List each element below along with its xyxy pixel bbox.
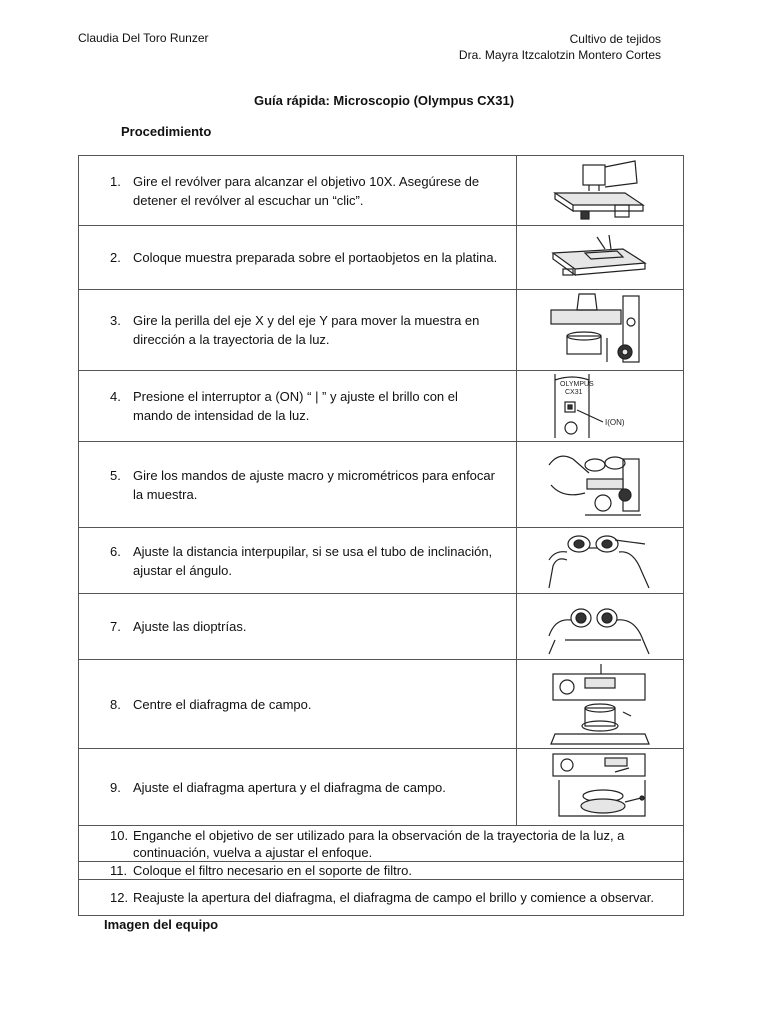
table-row — [79, 749, 684, 826]
field-diaphragm-illustration — [545, 662, 655, 746]
table-row — [79, 442, 684, 528]
section-title: Procedimiento — [121, 124, 212, 139]
header-course: Cultivo de tejidos — [569, 32, 661, 46]
aperture-diaphragm-illustration — [545, 750, 655, 824]
step-4: 4. Presione el interruptor a (ON) “ | ” y ajuste el brillo con el mando de intensidad de la luz. — [110, 389, 458, 423]
table-row — [79, 826, 684, 862]
table-row — [79, 862, 684, 880]
header-instructor: Dra. Mayra Itzcalotzin Montero Cortes — [458, 48, 661, 62]
table-row — [79, 371, 684, 442]
table-row — [79, 660, 684, 749]
stage-slide-illustration — [545, 229, 655, 287]
step-6: 6. Ajuste la distancia interpupilar, si se usa el tubo de inclinación, ajustar el ángulo. — [110, 543, 493, 578]
step-3: 3. Gire la perilla del eje X y del eje Y para mover la muestra en dirección a la trayectoria de la luz. — [110, 313, 480, 347]
diopter-illustration — [545, 596, 655, 658]
header-course-block — [459, 31, 661, 63]
microscope-revolver-illustration — [545, 159, 655, 223]
step-11: 11. Coloque el filtro necesario en el soporte de filtro. — [110, 863, 412, 878]
model-label: CX31 — [565, 389, 583, 396]
brand-label: OLYMPUS — [560, 381, 594, 388]
table-row — [79, 226, 684, 290]
power-switch-illustration — [545, 372, 655, 440]
step-1: 1. Gire el revólver para alcanzar el objetivo 10X. Asegúrese de detener el revólver al escuchar un “clic”. — [110, 173, 480, 208]
step-8: 8. Centre el diafragma de campo. — [110, 696, 312, 712]
table-row — [79, 880, 684, 916]
table-row — [79, 156, 684, 226]
step-10: 10. Enganche el objetivo de ser utilizado para la observación de la trayectoria de la luz, a continuación, vuelva a ajustar el enfoque. — [110, 827, 625, 860]
step-2: 2. Coloque muestra preparada sobre el portaobjetos en la platina. — [110, 250, 498, 265]
table-row — [79, 528, 684, 594]
page-title: Guía rápida: Microscopio (Olympus CX31) — [253, 93, 515, 108]
header-author: Claudia Del Toro Runzer — [78, 31, 209, 45]
procedure-table — [78, 155, 684, 916]
focus-knobs-illustration — [545, 445, 655, 525]
step-9: 9. Ajuste el diafragma apertura y el diafragma de campo. — [110, 779, 446, 795]
step-5: 5. Gire los mandos de ajuste macro y micrométricos para enfocar la muestra. — [110, 467, 495, 502]
eyepieces-illustration — [545, 530, 655, 592]
table-row — [79, 594, 684, 660]
stage-knobs-illustration — [545, 292, 655, 368]
step-12: 12. Reajuste la apertura del diafragma, el diafragma de campo el brillo y comience a observar. — [110, 890, 654, 905]
switch-label: I(ON) — [605, 418, 625, 427]
equipment-image-label: Imagen del equipo — [104, 917, 219, 932]
table-row — [79, 290, 684, 371]
step-7: 7. Ajuste las dioptrías. — [110, 619, 247, 634]
